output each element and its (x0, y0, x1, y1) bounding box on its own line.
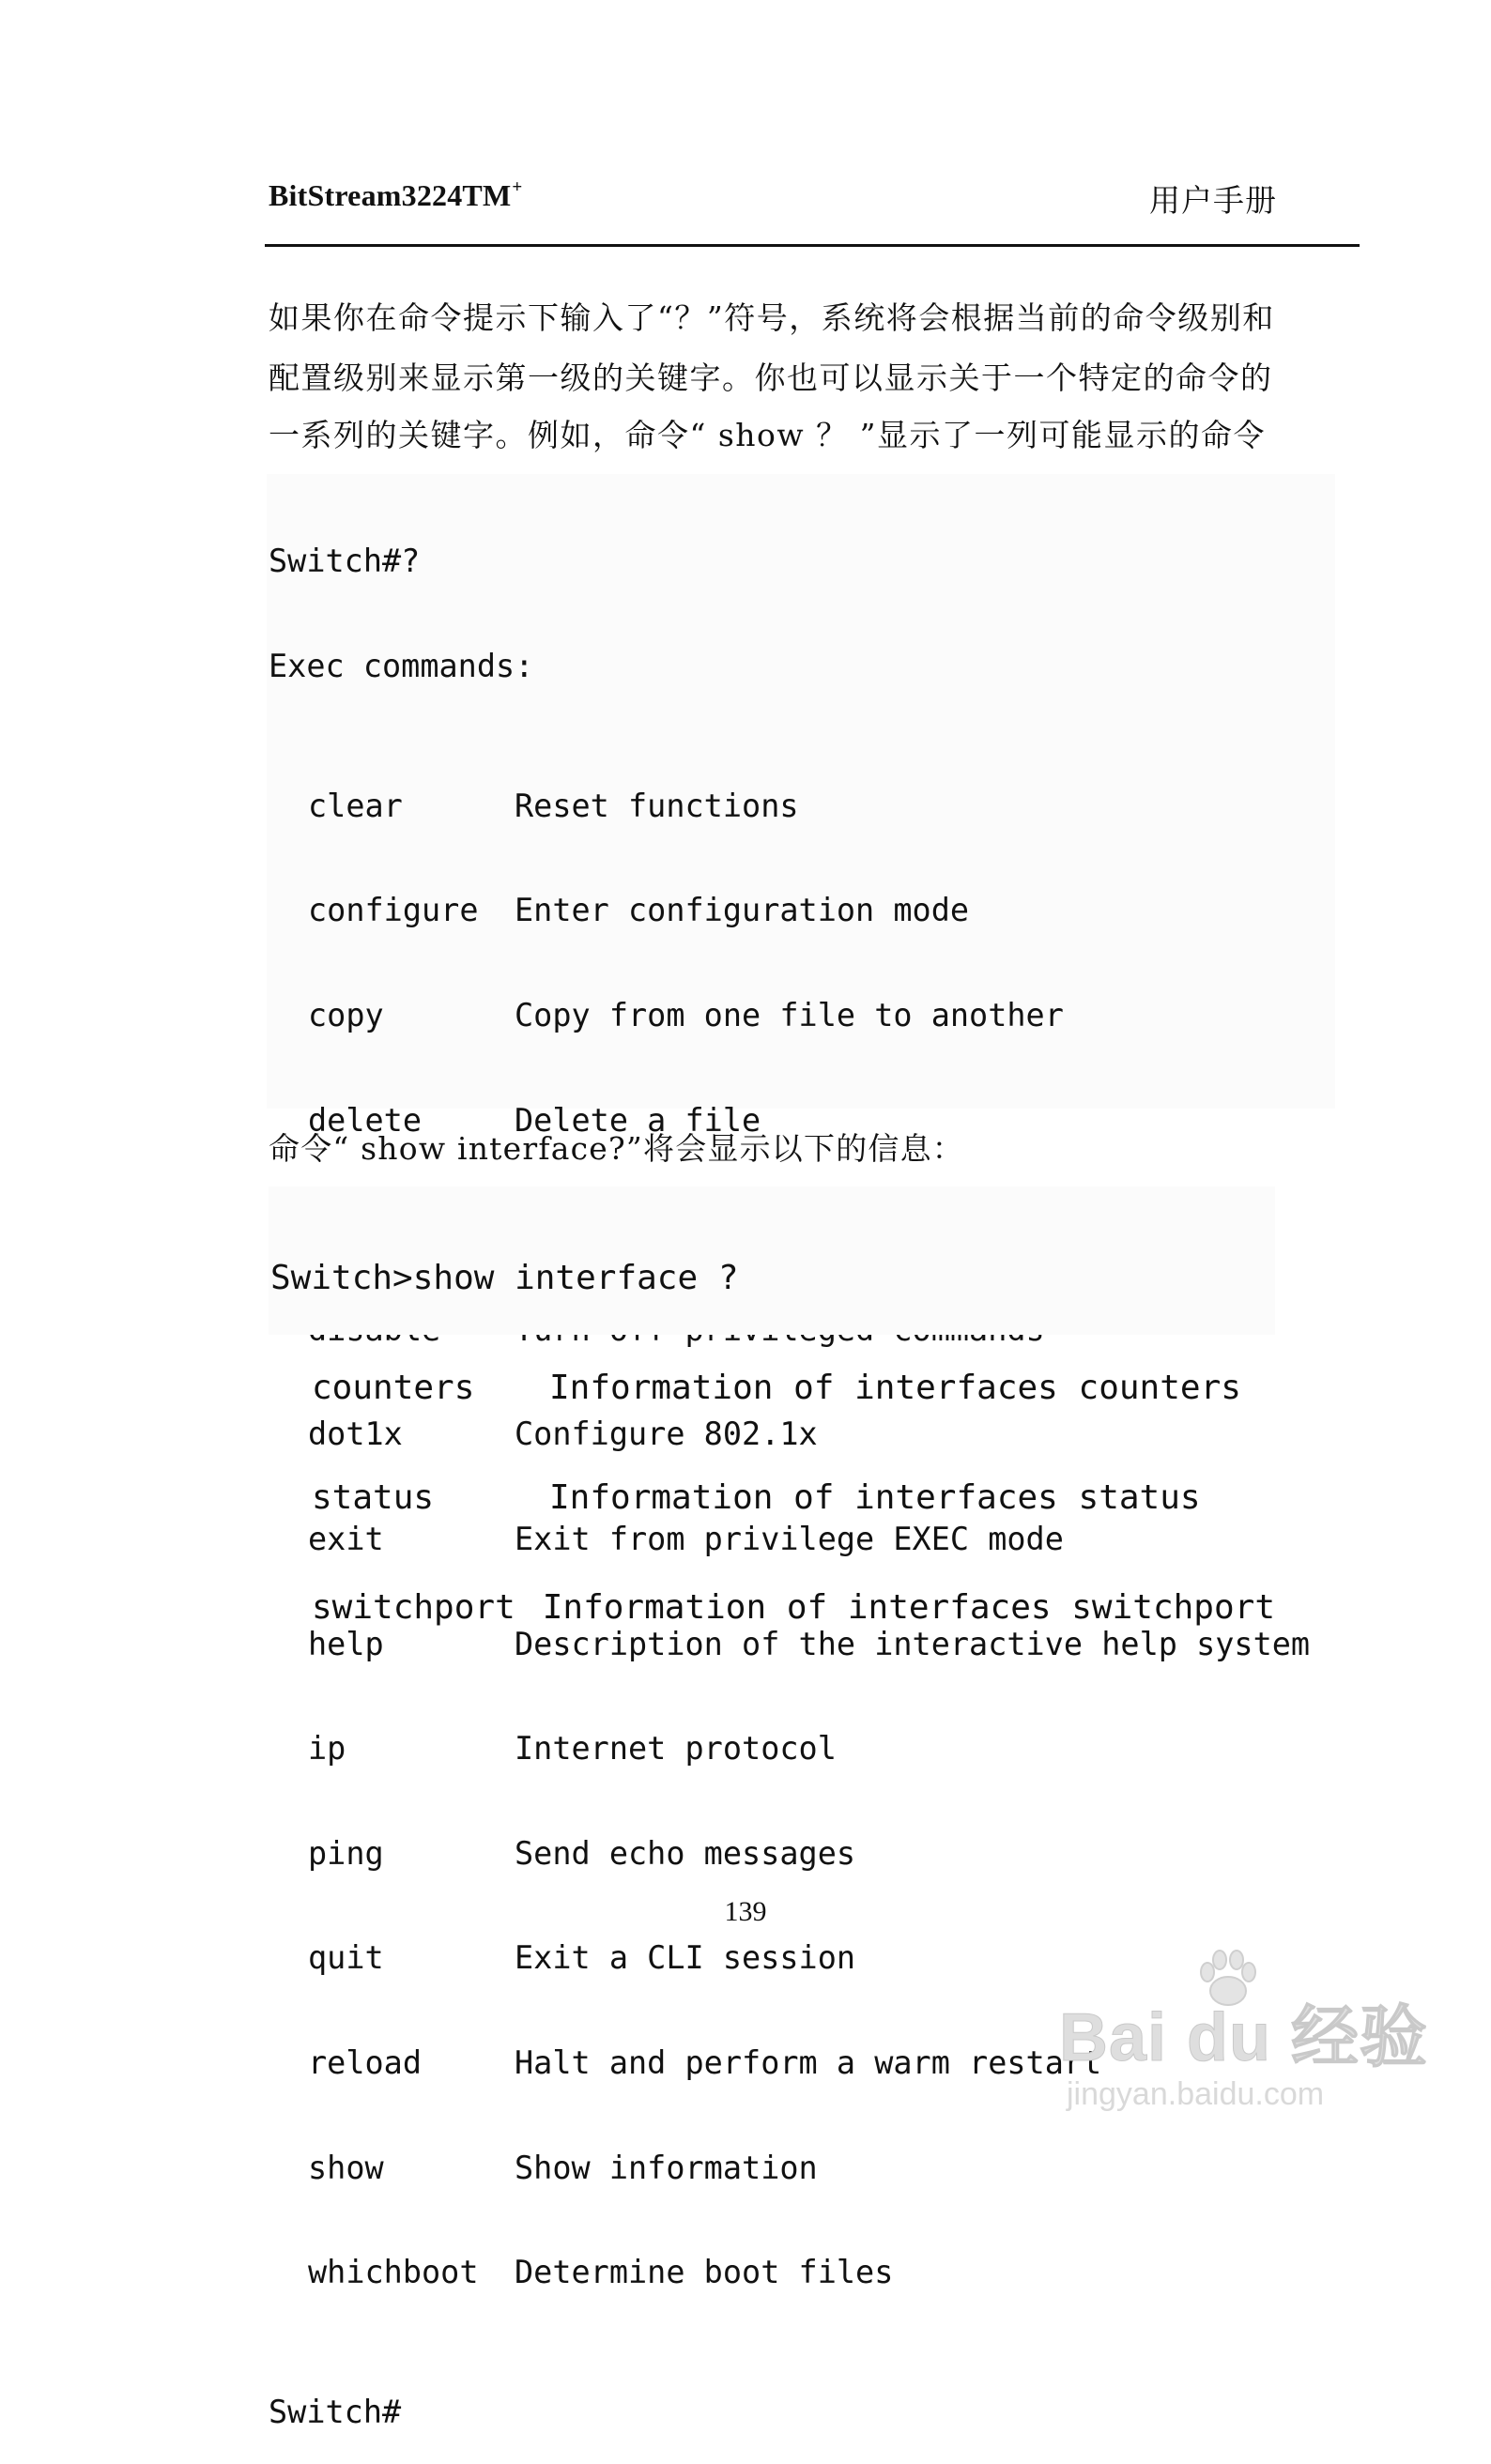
command-name: show (308, 2149, 384, 2186)
command-description: Halt and perform a warm restart (515, 2043, 1102, 2081)
document-title (269, 178, 522, 213)
command-description: Configure 802.1x (515, 1416, 818, 1453)
command-name: reload (308, 2043, 423, 2081)
command-description: Determine boot files (515, 2254, 894, 2291)
command-description: Delete a file (515, 1101, 761, 1139)
command-description: Exit from privilege EXEC mode (515, 1520, 1064, 1557)
caption-text: 命令“ show interface?”将会显示以下的信息： (269, 1130, 964, 1167)
page-number: 139 (724, 1896, 767, 1927)
watermark-url-text: jingyan.baidu.com (1067, 2076, 1325, 2112)
command-row (269, 2255, 1335, 2289)
option-description: Information of interfaces counters (549, 1369, 1241, 1407)
intro-paragraph-line-3: 一系列的关键字。例如，命令“ show ？ ”显示了一列可能显示的命令 (269, 417, 1267, 453)
option-name: switchport (312, 1588, 515, 1627)
command-description: Show information (515, 2149, 818, 2186)
command-description: Description of the interactive help system (515, 1625, 1311, 1662)
command-row (269, 998, 1335, 1033)
command-name: delete (308, 1101, 423, 1139)
option-name: counters (312, 1369, 475, 1407)
header-divider (265, 244, 1360, 247)
command-row (269, 788, 1335, 823)
option-description: Information of interfaces switchport (542, 1588, 1275, 1627)
command-name: quit (308, 1939, 384, 1977)
command-description: Send echo messages (515, 1834, 856, 1872)
command-name: ping (308, 1834, 384, 1872)
command-description: Enter configuration mode (515, 892, 970, 929)
document-title-text: BitStream3224TM (269, 178, 512, 212)
terminal-prompt: Switch>show interface ? (270, 1259, 739, 1297)
intro-paragraph-line-2: 配置级别来显示第一级的关键字。你也可以显示关于一个特定的命令的 (269, 360, 1273, 396)
terminal-end-prompt: Switch# (269, 2393, 402, 2430)
command-name: dot1x (308, 1416, 403, 1453)
command-row (269, 1836, 1335, 1871)
baidu-jingyan-watermark (1059, 1943, 1429, 2121)
command-name: whichboot (308, 2254, 479, 2291)
option-row (270, 1589, 1275, 1626)
option-row (270, 1370, 1275, 1406)
command-name: help (308, 1625, 384, 1662)
command-name: copy (308, 996, 384, 1033)
command-row (269, 893, 1335, 927)
intro-paragraph-line-1: 如果你在命令提示下输入了“？”符号，系统将会根据当前的命令级别和 (269, 299, 1275, 336)
command-name: ip (308, 1730, 346, 1768)
command-row (269, 1731, 1335, 1766)
manual-label: 用户手册 (1149, 182, 1277, 219)
option-name: status (312, 1478, 435, 1517)
watermark-brand-text: Bai du 经验 (1059, 2000, 1429, 2075)
command-row (269, 2150, 1335, 2185)
command-name: clear (308, 787, 403, 824)
document-title-superscript: + (512, 177, 523, 197)
command-name: exit (308, 1520, 384, 1557)
command-description: Reset functions (515, 787, 799, 824)
terminal-heading: Exec commands: (269, 648, 534, 684)
option-row (270, 1479, 1275, 1516)
terminal-prompt: Switch#? (269, 543, 421, 580)
command-name: configure (308, 892, 479, 929)
command-description: Internet protocol (515, 1730, 837, 1768)
command-description: Copy from one file to another (515, 996, 1064, 1033)
command-description: Exit a CLI session (515, 1939, 856, 1977)
option-description: Information of interfaces status (549, 1478, 1201, 1517)
